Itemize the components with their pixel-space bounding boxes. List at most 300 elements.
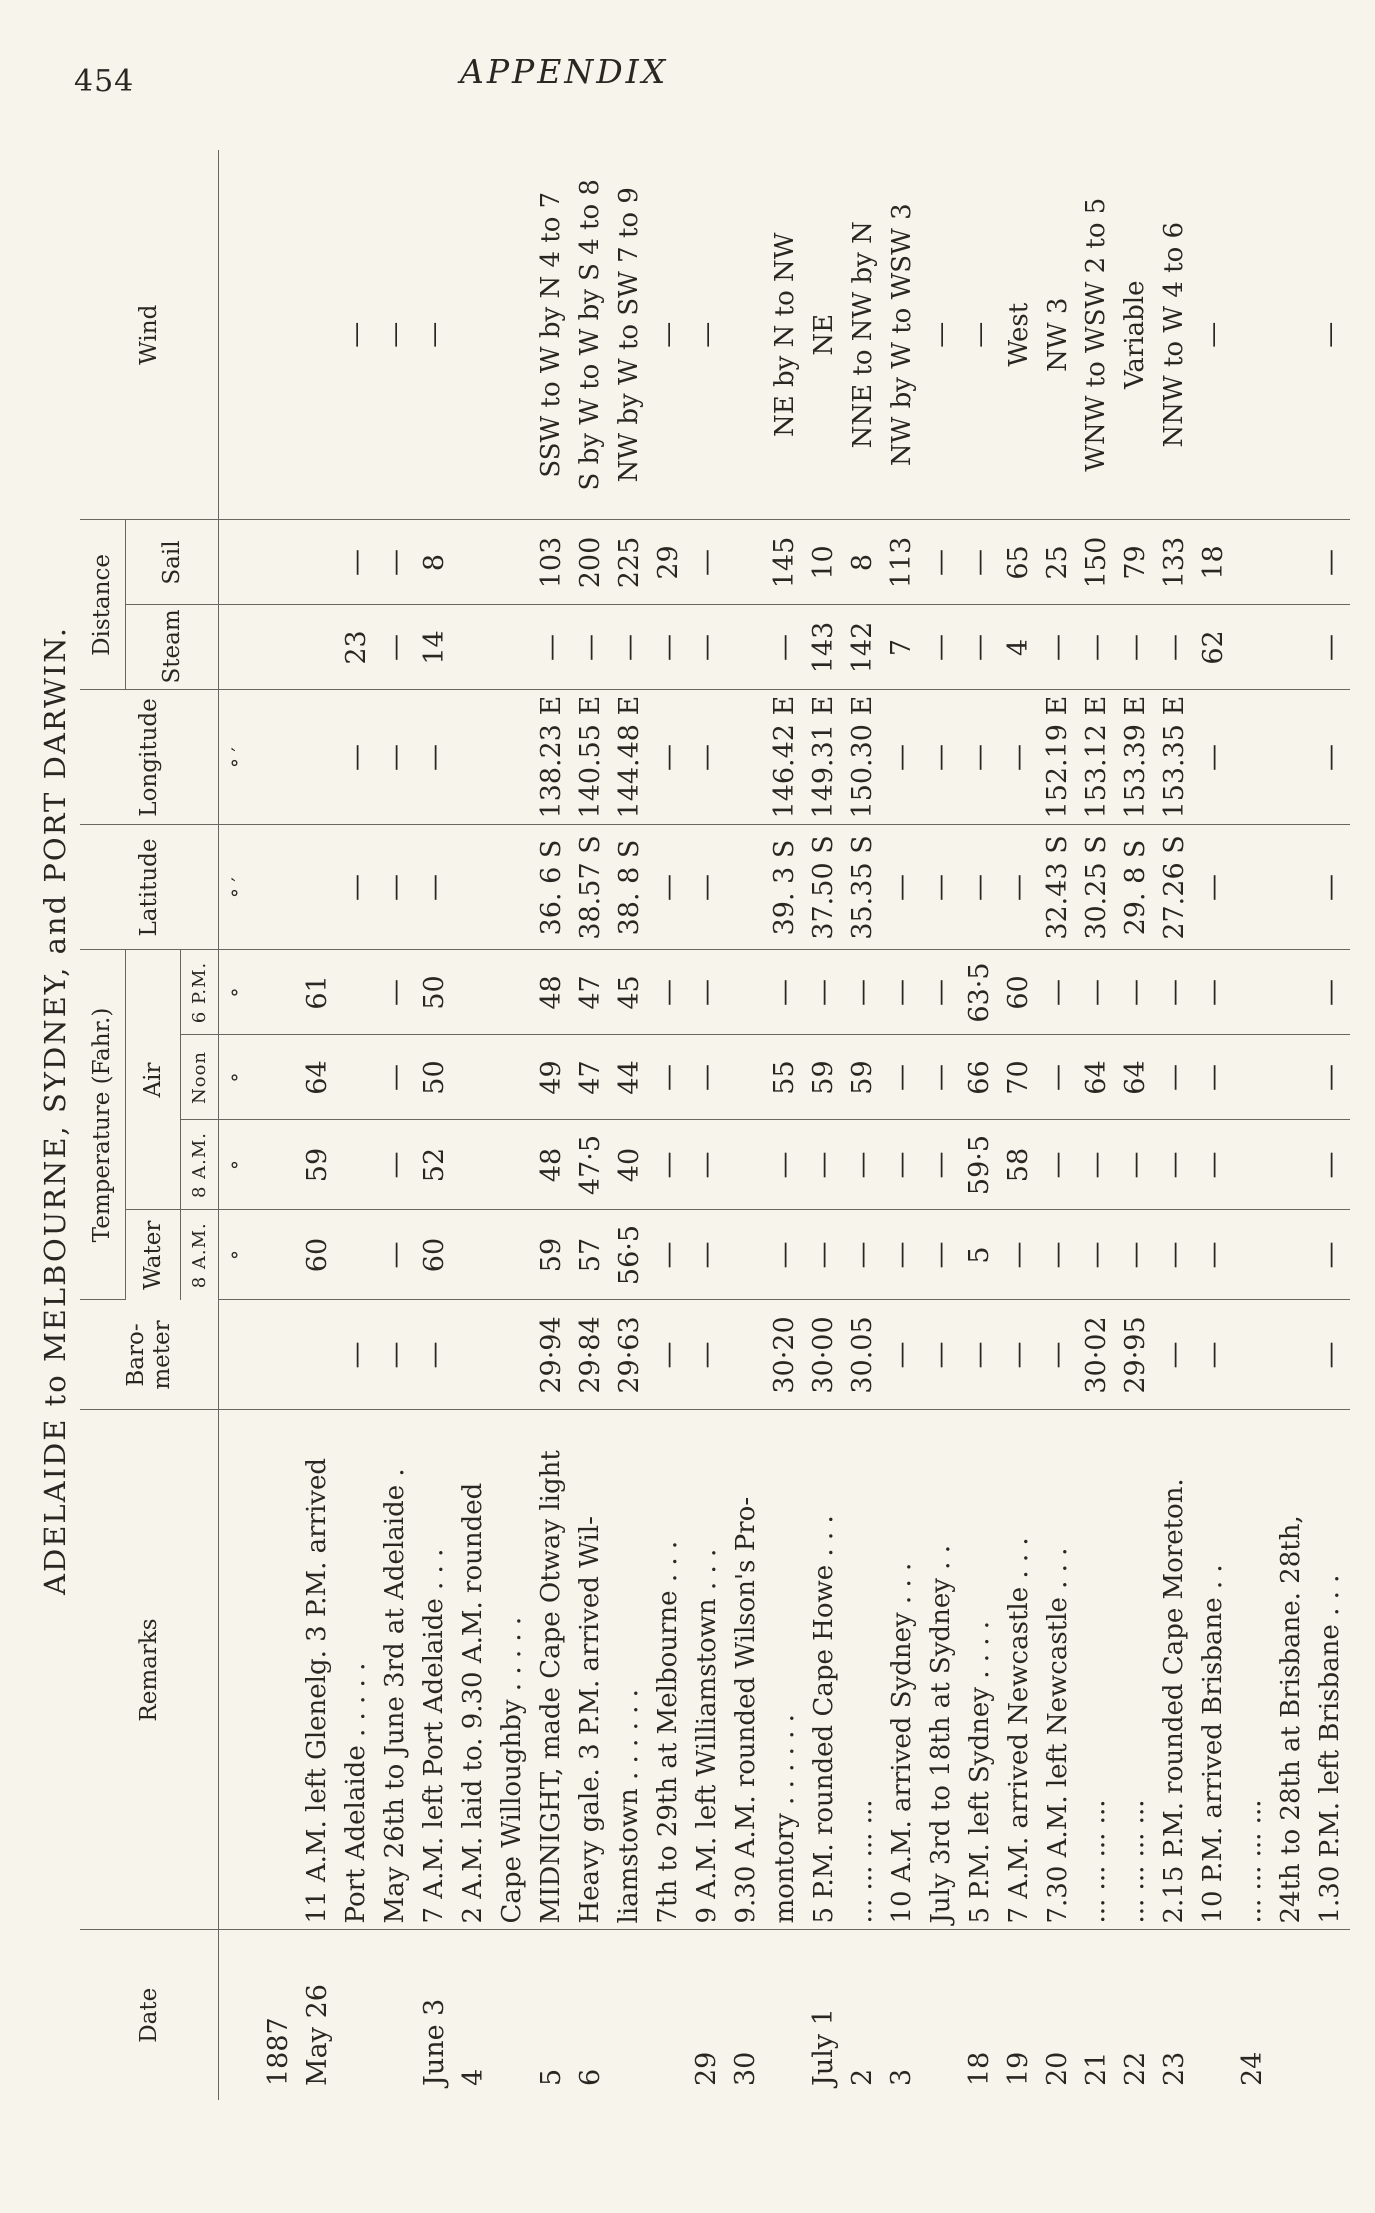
date-cell — [1272, 1930, 1311, 2100]
table-row — [1077, 150, 1116, 2100]
air-noon-cell: — — [882, 1035, 921, 1120]
latitude-header: Latitude — [80, 825, 218, 950]
date-cell: 24 — [1236, 2051, 1268, 2086]
date-cell: 19 — [1003, 2051, 1035, 2086]
longitude-cell: 140.55 E — [571, 690, 610, 825]
barometer-cell — [1272, 1300, 1311, 1410]
water-temp-cell: — — [882, 1210, 921, 1300]
air-8am-cell — [259, 1120, 298, 1210]
steam-cell: — — [1155, 605, 1194, 690]
table-row — [1038, 150, 1077, 2100]
steam-header: Steam — [125, 605, 218, 690]
remarks-cell: MIDNIGHT, made Cape Otway light — [532, 1410, 571, 1930]
water-temp-cell: — — [1038, 1210, 1077, 1300]
air-8am-cell: — — [804, 1120, 843, 1210]
air-8am-cell: 59 — [298, 1120, 337, 1210]
sail-cell — [726, 520, 765, 605]
air-8am-cell — [493, 1120, 532, 1210]
water-temp-cell: — — [1116, 1210, 1155, 1300]
air-8am-header: 8 A.M. — [180, 1120, 218, 1210]
longitude-cell: 146.42 E — [765, 690, 804, 825]
air-8am-cell: — — [765, 1120, 804, 1210]
wind-cell — [259, 150, 298, 520]
air-noon-cell: 59 — [843, 1035, 882, 1120]
remarks-cell: liamstown . . . . . . — [610, 1410, 649, 1930]
date-cell: 21 — [1080, 2051, 1112, 2086]
date-cell: 23 — [1158, 2051, 1190, 2086]
wind-cell: — — [415, 150, 454, 520]
air-noon-cell — [1272, 1035, 1311, 1120]
air-6pm-cell: — — [376, 950, 415, 1035]
latitude-cell: — — [649, 825, 688, 950]
air-6pm-cell: — — [804, 950, 843, 1035]
air-6pm-cell: — — [765, 950, 804, 1035]
steam-cell — [726, 605, 765, 690]
sail-cell: 103 — [532, 520, 571, 605]
unit-latitude: ° ′ — [218, 825, 259, 950]
table-row — [765, 150, 804, 2100]
latitude-cell — [454, 825, 493, 950]
air-noon-cell: — — [921, 1035, 960, 1120]
longitude-cell: — — [1194, 690, 1233, 825]
wind-cell — [726, 150, 765, 520]
date-cell: 4 — [457, 2068, 489, 2086]
longitude-cell: — — [415, 690, 454, 825]
steam-cell: — — [1038, 605, 1077, 690]
sail-cell: 65 — [999, 520, 1038, 605]
date-cell: 1887 — [262, 2017, 294, 2086]
steam-cell: — — [1116, 605, 1155, 690]
table-title: ADELAIDE to MELBOURNE, SYDNEY, and PORT DARWIN. — [38, 626, 72, 1595]
sail-cell: 25 — [1038, 520, 1077, 605]
longitude-cell: — — [376, 690, 415, 825]
table-row — [960, 150, 999, 2100]
barometer-cell: — — [415, 1300, 454, 1410]
steam-cell: — — [960, 605, 999, 690]
water-8am-header: 8 A.M. — [180, 1210, 218, 1300]
air-6pm-cell: — — [843, 950, 882, 1035]
air-6pm-cell: 45 — [610, 950, 649, 1035]
wind-cell: — — [687, 150, 726, 520]
barometer-cell: — — [999, 1300, 1038, 1410]
air-6pm-cell: — — [921, 950, 960, 1035]
sail-cell: — — [687, 520, 726, 605]
air-8am-cell: — — [1155, 1120, 1194, 1210]
sail-cell: 8 — [415, 520, 454, 605]
air-noon-cell: — — [1194, 1035, 1233, 1120]
air-8am-cell: — — [1311, 1120, 1350, 1210]
wind-cell: — — [337, 150, 376, 520]
water-temp-cell: — — [804, 1210, 843, 1300]
table-row — [1194, 150, 1233, 2100]
table-row — [921, 150, 960, 2100]
remarks-cell: 5 P.M. left Sydney . . . . — [960, 1410, 999, 1930]
air-6pm-cell: 60 — [999, 950, 1038, 1035]
air-6pm-cell: — — [1116, 950, 1155, 1035]
longitude-cell: — — [960, 690, 999, 825]
remarks-cell: montory . . . . . . — [765, 1410, 804, 1930]
sail-cell: 18 — [1194, 520, 1233, 605]
latitude-cell: 36. 6 S — [532, 825, 571, 950]
sail-cell — [259, 520, 298, 605]
air-6pm-header: 6 P.M. — [180, 950, 218, 1035]
latitude-cell: — — [882, 825, 921, 950]
longitude-cell — [493, 690, 532, 825]
air-6pm-cell: — — [649, 950, 688, 1035]
air-6pm-cell — [259, 950, 298, 1035]
air-noon-cell: 64 — [1077, 1035, 1116, 1120]
remarks-header: Remarks — [80, 1410, 218, 1930]
air-8am-cell: — — [376, 1120, 415, 1210]
remarks-cell: 11 A.M. left Glenelg. 3 P.M. arrived — [298, 1410, 337, 1930]
steam-cell: 23 — [337, 605, 376, 690]
unit-air-6pm: ° — [218, 950, 259, 1035]
air-noon-cell: 44 — [610, 1035, 649, 1120]
air-noon-cell: 50 — [415, 1035, 454, 1120]
date-cell: 2 — [847, 2068, 879, 2086]
remarks-cell: Port Adelaide . . . . . — [337, 1410, 376, 1930]
latitude-cell: 29. 8 S — [1116, 825, 1155, 950]
date-cell: May 26 — [301, 1984, 333, 2086]
temperature-header: Temperature (Fahr.) — [80, 950, 125, 1300]
date-cell: June 3 — [418, 1998, 450, 2086]
air-8am-cell: — — [687, 1120, 726, 1210]
air-8am-cell: — — [882, 1120, 921, 1210]
longitude-cell — [726, 690, 765, 825]
sail-cell: 10 — [804, 520, 843, 605]
longitude-cell: 152.19 E — [1038, 690, 1077, 825]
air-8am-cell: — — [921, 1120, 960, 1210]
air-noon-cell: 66 — [960, 1035, 999, 1120]
latitude-cell: — — [337, 825, 376, 950]
sail-cell — [1233, 520, 1272, 605]
latitude-cell: 38.57 S — [571, 825, 610, 950]
barometer-cell: 30·00 — [804, 1300, 843, 1410]
air-6pm-cell: 47 — [571, 950, 610, 1035]
longitude-cell: 153.12 E — [1077, 690, 1116, 825]
distance-header: Distance — [80, 520, 125, 690]
steam-cell — [298, 605, 337, 690]
wind-cell: NNW to W 4 to 6 — [1155, 150, 1194, 520]
wind-cell: NW by W to SW 7 to 9 — [610, 150, 649, 520]
longitude-cell: 153.35 E — [1155, 690, 1194, 825]
table-row — [454, 150, 493, 2100]
latitude-cell — [1272, 825, 1311, 950]
date-cell: 20 — [1042, 2051, 1074, 2086]
steam-cell — [259, 605, 298, 690]
steam-cell: — — [571, 605, 610, 690]
water-temp-cell: — — [1311, 1210, 1350, 1300]
date-cell — [493, 1930, 532, 2100]
steam-cell: — — [532, 605, 571, 690]
steam-cell — [493, 605, 532, 690]
latitude-cell: 37.50 S — [804, 825, 843, 950]
air-noon-cell: — — [1311, 1035, 1350, 1120]
steam-cell — [1272, 605, 1311, 690]
air-8am-cell: — — [649, 1120, 688, 1210]
table-row — [571, 150, 610, 2100]
longitude-cell: 144.48 E — [610, 690, 649, 825]
table-row — [259, 150, 298, 2100]
air-6pm-cell — [726, 950, 765, 1035]
table-row — [298, 150, 337, 2100]
table-row — [610, 150, 649, 2100]
table-row — [1116, 150, 1155, 2100]
steam-cell — [1233, 605, 1272, 690]
barometer-cell: — — [921, 1300, 960, 1410]
air-6pm-cell: 61 — [298, 950, 337, 1035]
air-6pm-cell: — — [1077, 950, 1116, 1035]
date-cell: 5 — [535, 2068, 567, 2086]
latitude-cell: 35.35 S — [843, 825, 882, 950]
latitude-cell — [259, 825, 298, 950]
air-8am-cell — [1272, 1120, 1311, 1210]
date-cell: July 1 — [808, 2008, 840, 2086]
sail-cell: 8 — [843, 520, 882, 605]
air-6pm-cell: — — [1311, 950, 1350, 1035]
air-6pm-cell: — — [1038, 950, 1077, 1035]
table-row — [804, 150, 843, 2100]
remarks-cell: 10 P.M. arrived Brisbane . . — [1194, 1410, 1233, 1930]
water-temp-cell: — — [921, 1210, 960, 1300]
air-header: Air — [125, 950, 180, 1210]
remarks-cell: 7.30 A.M. left Newcastle . . . — [1038, 1410, 1077, 1930]
sail-cell — [454, 520, 493, 605]
table-row — [882, 150, 921, 2100]
air-6pm-cell: 63·5 — [960, 950, 999, 1035]
air-6pm-cell — [1233, 950, 1272, 1035]
barometer-cell — [726, 1300, 765, 1410]
longitude-cell — [454, 690, 493, 825]
longitude-cell: — — [1311, 690, 1350, 825]
latitude-cell: 27.26 S — [1155, 825, 1194, 950]
steam-cell: — — [765, 605, 804, 690]
air-8am-cell: — — [1116, 1120, 1155, 1210]
sail-cell: 133 — [1155, 520, 1194, 605]
wind-cell: NW 3 — [1038, 150, 1077, 520]
page-number: 454 — [74, 64, 135, 99]
wind-cell — [1233, 150, 1272, 520]
longitude-cell — [1233, 690, 1272, 825]
air-noon-cell: 49 — [532, 1035, 571, 1120]
longitude-cell: — — [882, 690, 921, 825]
date-cell: 18 — [964, 2051, 996, 2086]
latitude-cell — [1233, 825, 1272, 950]
air-noon-cell: 59 — [804, 1035, 843, 1120]
air-8am-cell: — — [1077, 1120, 1116, 1210]
unit-water: ° — [218, 1210, 259, 1300]
sail-header: Sail — [125, 520, 218, 605]
air-noon-cell: — — [376, 1035, 415, 1120]
wind-cell — [1272, 150, 1311, 520]
water-temp-cell: — — [376, 1210, 415, 1300]
barometer-cell — [298, 1300, 337, 1410]
sail-cell: — — [921, 520, 960, 605]
date-cell — [1311, 1930, 1350, 2100]
latitude-cell: 38. 8 S — [610, 825, 649, 950]
steam-cell: — — [649, 605, 688, 690]
air-noon-cell — [454, 1035, 493, 1120]
table-row — [843, 150, 882, 2100]
remarks-cell: 2.15 P.M. rounded Cape Moreton. — [1155, 1410, 1194, 1930]
remarks-cell: 7th to 29th at Melbourne . . . — [649, 1410, 688, 1930]
water-temp-cell: — — [1194, 1210, 1233, 1300]
barometer-cell: — — [687, 1300, 726, 1410]
running-head: APPENDIX — [460, 52, 669, 91]
water-temp-cell: 57 — [571, 1210, 610, 1300]
remarks-cell: 1.30 P.M. left Brisbane . . . — [1311, 1410, 1350, 1930]
latitude-cell: 30.25 S — [1077, 825, 1116, 950]
barometer-cell: — — [1038, 1300, 1077, 1410]
air-6pm-cell: — — [1194, 950, 1233, 1035]
water-temp-cell: — — [999, 1210, 1038, 1300]
air-noon-header: Noon — [180, 1035, 218, 1120]
sail-cell: 225 — [610, 520, 649, 605]
date-cell: 3 — [886, 2068, 918, 2086]
steam-cell: 62 — [1194, 605, 1233, 690]
water-temp-cell: — — [1155, 1210, 1194, 1300]
sail-cell — [493, 520, 532, 605]
air-6pm-cell — [1272, 950, 1311, 1035]
date-cell — [376, 1930, 415, 2100]
barometer-cell: 30·02 — [1077, 1300, 1116, 1410]
remarks-cell: 2 A.M. laid to. 9.30 A.M. rounded — [454, 1410, 493, 1930]
water-temp-cell: — — [843, 1210, 882, 1300]
remarks-cell: ... ... ... ... — [1077, 1410, 1116, 1930]
longitude-header: Longitude — [80, 690, 218, 825]
sail-cell: — — [376, 520, 415, 605]
water-temp-cell: 59 — [532, 1210, 571, 1300]
air-8am-cell — [454, 1120, 493, 1210]
air-noon-cell: 47 — [571, 1035, 610, 1120]
wind-cell: S by W to W by S 4 to 8 — [571, 150, 610, 520]
steam-cell: 14 — [415, 605, 454, 690]
air-noon-cell: — — [1038, 1035, 1077, 1120]
wind-cell: — — [1194, 150, 1233, 520]
longitude-cell: — — [687, 690, 726, 825]
water-temp-cell — [337, 1210, 376, 1300]
barometer-cell: — — [649, 1300, 688, 1410]
longitude-cell: 150.30 E — [843, 690, 882, 825]
sail-cell: 200 — [571, 520, 610, 605]
air-6pm-cell — [493, 950, 532, 1035]
remarks-cell: Heavy gale. 3 P.M. arrived Wil- — [571, 1410, 610, 1930]
remarks-cell: 5 P.M. rounded Cape Howe . . . — [804, 1410, 843, 1930]
water-temp-cell — [493, 1210, 532, 1300]
sail-cell: 113 — [882, 520, 921, 605]
barometer-cell: 30·20 — [765, 1300, 804, 1410]
air-noon-cell: 70 — [999, 1035, 1038, 1120]
wind-cell: WNW to WSW 2 to 5 — [1077, 150, 1116, 520]
remarks-cell: ... ... ... ... — [1233, 1410, 1272, 1930]
barometer-cell: 29·94 — [532, 1300, 571, 1410]
longitude-cell: 138.23 E — [532, 690, 571, 825]
water-temp-cell — [726, 1210, 765, 1300]
latitude-cell: — — [415, 825, 454, 950]
wind-header: Wind — [80, 150, 218, 520]
steam-cell: 4 — [999, 605, 1038, 690]
wind-cell — [493, 150, 532, 520]
date-cell — [921, 1930, 960, 2100]
longitude-cell: 149.31 E — [804, 690, 843, 825]
air-6pm-cell — [337, 950, 376, 1035]
table-row — [337, 150, 376, 2100]
longitude-cell: 153.39 E — [1116, 690, 1155, 825]
air-8am-cell: 58 — [999, 1120, 1038, 1210]
wind-cell: NW by W to WSW 3 — [882, 150, 921, 520]
wind-cell — [454, 150, 493, 520]
water-temp-cell: 5 — [960, 1210, 999, 1300]
air-8am-cell: 47·5 — [571, 1120, 610, 1210]
wind-cell: SSW to W by N 4 to 7 — [532, 150, 571, 520]
longitude-cell: — — [337, 690, 376, 825]
barometer-cell — [454, 1300, 493, 1410]
longitude-cell: — — [999, 690, 1038, 825]
air-8am-cell: — — [843, 1120, 882, 1210]
steam-cell: — — [610, 605, 649, 690]
date-header: Date — [80, 1930, 218, 2100]
air-8am-cell — [1233, 1120, 1272, 1210]
date-cell: 22 — [1119, 2051, 1151, 2086]
water-temp-cell: — — [1077, 1210, 1116, 1300]
latitude-cell: — — [999, 825, 1038, 950]
remarks-cell: May 26th to June 3rd at Adelaide . — [376, 1410, 415, 1930]
air-noon-cell: 64 — [1116, 1035, 1155, 1120]
latitude-cell: — — [687, 825, 726, 950]
date-cell: 6 — [574, 2068, 606, 2086]
water-temp-cell: — — [649, 1210, 688, 1300]
wind-cell: — — [921, 150, 960, 520]
table-row — [1272, 150, 1311, 2100]
air-8am-cell: 40 — [610, 1120, 649, 1210]
water-temp-cell — [1233, 1210, 1272, 1300]
unit-longitude: ° ′ — [218, 690, 259, 825]
longitude-cell — [298, 690, 337, 825]
air-6pm-cell — [454, 950, 493, 1035]
steam-cell: 142 — [843, 605, 882, 690]
rotated-table-wrapper — [80, 150, 1350, 2100]
water-temp-cell: — — [765, 1210, 804, 1300]
wind-cell: NE by N to NW — [765, 150, 804, 520]
barometer-cell: — — [376, 1300, 415, 1410]
longitude-cell — [1272, 690, 1311, 825]
longitude-cell: — — [921, 690, 960, 825]
table-row — [649, 150, 688, 2100]
remarks-cell: 24th to 28th at Brisbane. 28th, — [1272, 1410, 1311, 1930]
date-cell — [765, 1930, 804, 2100]
sail-cell: — — [960, 520, 999, 605]
water-temp-cell: 56·5 — [610, 1210, 649, 1300]
date-cell: 29 — [691, 2051, 723, 2086]
water-temp-cell — [1272, 1210, 1311, 1300]
barometer-cell — [259, 1300, 298, 1410]
remarks-cell: 9 A.M. left Williamstown . . . — [687, 1410, 726, 1930]
latitude-cell: — — [1194, 825, 1233, 950]
barometer-cell: — — [1311, 1300, 1350, 1410]
latitude-cell — [493, 825, 532, 950]
air-noon-cell — [726, 1035, 765, 1120]
longitude-cell — [259, 690, 298, 825]
table-row — [493, 150, 532, 2100]
sail-cell: 79 — [1116, 520, 1155, 605]
air-noon-cell — [493, 1035, 532, 1120]
remarks-cell: ... ... ... ... — [1116, 1410, 1155, 1930]
table-row — [1233, 150, 1272, 2100]
air-noon-cell — [1233, 1035, 1272, 1120]
latitude-cell: 39. 3 S — [765, 825, 804, 950]
remarks-cell: 7 A.M. left Port Adelaide . . . — [415, 1410, 454, 1930]
table-row — [1311, 150, 1350, 2100]
